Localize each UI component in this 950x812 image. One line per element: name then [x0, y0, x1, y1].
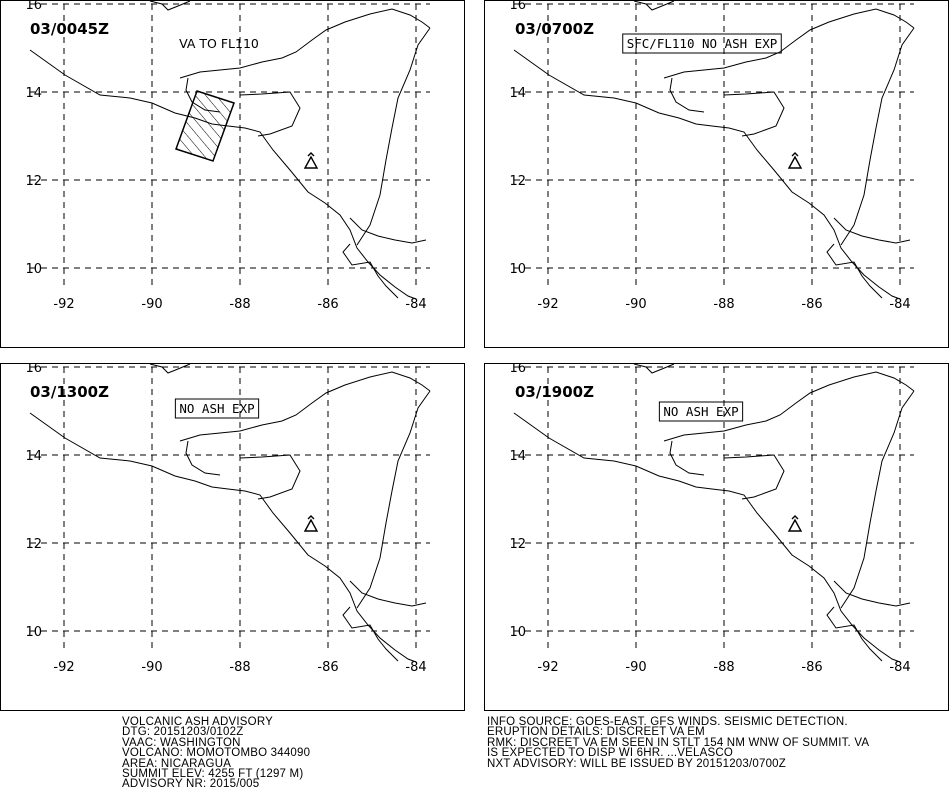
lon-tick-label: -84 — [405, 660, 427, 675]
forecast-time: 03/0045Z — [30, 20, 109, 38]
volcano-icon — [305, 153, 317, 168]
lat-tick-label: 10 — [25, 625, 42, 640]
advisory-line: VOLCANO: MOMOTOMBO 344090 — [122, 747, 311, 760]
lon-tick-label: -86 — [317, 660, 339, 675]
lat-tick-label: 10 — [509, 262, 526, 277]
lat-tick-label: 16 — [509, 0, 526, 13]
advisory-line: INFO SOURCE: GOES-EAST. GFS WINDS. SEISMIC DETECTION. — [487, 716, 848, 728]
lat-tick-label: 16 — [509, 363, 526, 376]
forecast-label: NO ASH EXP — [663, 404, 739, 419]
forecast-label: VA TO FL110 — [179, 36, 259, 51]
forecast-label: SFC/FL110 NO ASH EXP — [626, 36, 778, 51]
advisory-line: ERUPTION DETAILS: DISCREET VA EM — [487, 726, 705, 739]
lon-tick-label: -84 — [889, 297, 911, 312]
lon-tick-label: -92 — [537, 297, 559, 312]
map-svg — [0, 363, 480, 711]
volcano-icon — [789, 516, 801, 531]
map-svg — [0, 0, 480, 348]
lon-tick-label: -90 — [141, 660, 163, 675]
lat-tick-label: 14 — [25, 86, 42, 101]
advisory-line: ADVISORY NR: 2015/005 — [122, 778, 260, 791]
forecast-panel-3 — [0, 363, 480, 711]
lon-tick-label: -90 — [625, 297, 647, 312]
lat-tick-label: 10 — [25, 262, 42, 277]
lat-tick-label: 14 — [25, 449, 42, 464]
lon-tick-label: -88 — [713, 660, 735, 675]
forecast-panel-4 — [484, 363, 950, 711]
advisory-details-left — [122, 717, 310, 790]
volcano-icon — [305, 516, 317, 531]
advisory-line: AREA: NICARAGUA — [122, 757, 232, 770]
lon-tick-label: -90 — [141, 297, 163, 312]
lat-tick-label: 12 — [509, 537, 526, 552]
forecast-label: NO ASH EXP — [179, 401, 255, 416]
forecast-panel-2 — [484, 0, 950, 348]
lon-tick-label: -84 — [889, 660, 911, 675]
map-svg — [484, 0, 950, 348]
advisory-details-right — [487, 717, 869, 769]
forecast-panel-1 — [0, 0, 480, 348]
lat-tick-label: 12 — [25, 174, 42, 189]
lon-tick-label: -90 — [625, 660, 647, 675]
lon-tick-label: -88 — [713, 297, 735, 312]
lat-tick-label: 16 — [25, 0, 42, 13]
lon-tick-label: -86 — [801, 297, 823, 312]
lat-tick-label: 12 — [25, 537, 42, 552]
lat-tick-label: 16 — [25, 363, 42, 376]
lon-tick-label: -86 — [801, 660, 823, 675]
advisory-line: SUMMIT ELEV: 4255 FT (1297 M) — [122, 767, 304, 780]
lon-tick-label: -92 — [537, 660, 559, 675]
forecast-time: 03/1900Z — [515, 383, 594, 401]
lat-tick-label: 10 — [509, 625, 526, 640]
lon-tick-label: -92 — [53, 297, 75, 312]
volcano-icon — [789, 153, 801, 168]
lon-tick-label: -86 — [317, 297, 339, 312]
advisory-line: IS EXPECTED TO DISP WI 6HR. ...VELASCO — [487, 747, 733, 760]
lon-tick-label: -92 — [53, 660, 75, 675]
lon-tick-label: -88 — [229, 660, 251, 675]
ash-cloud-area — [176, 91, 234, 161]
lat-tick-label: 12 — [509, 174, 526, 189]
advisory-line: VOLCANIC ASH ADVISORY — [122, 716, 273, 728]
advisory-line: DTG: 20151203/0102Z — [122, 726, 244, 739]
advisory-line: RMK: DISCREET VA EM SEEN IN STLT 154 NM WNW OF SUMMIT. VA — [487, 736, 870, 749]
advisory-line: NXT ADVISORY: WILL BE ISSUED BY 20151203/0700Z — [487, 757, 786, 770]
lat-tick-label: 14 — [509, 449, 526, 464]
lat-tick-label: 14 — [509, 86, 526, 101]
advisory-line: VAAC: WASHINGTON — [122, 736, 241, 749]
map-svg — [484, 363, 950, 711]
forecast-time: 03/0700Z — [515, 20, 594, 38]
lon-tick-label: -88 — [229, 297, 251, 312]
forecast-time: 03/1300Z — [30, 383, 109, 401]
lon-tick-label: -84 — [405, 297, 427, 312]
